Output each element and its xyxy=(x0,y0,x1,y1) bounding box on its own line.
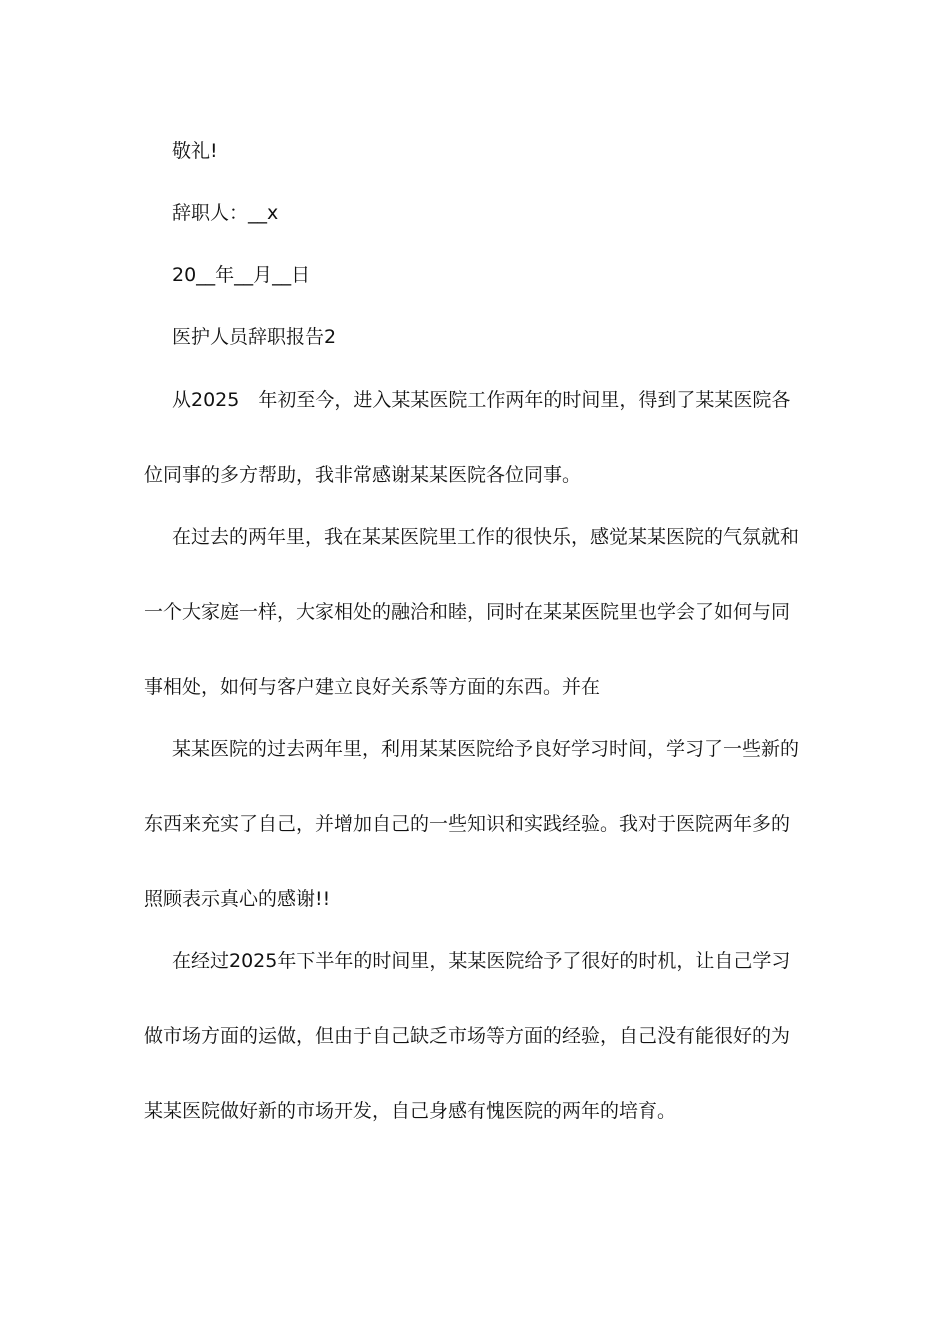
paragraph-line: 位同事的多方帮助，我非常感谢某某医院各位同事。 xyxy=(144,464,582,486)
paragraph-line: 照顾表示真心的感谢!! xyxy=(144,888,331,910)
paragraph-line: 某某医院做好新的市场开发，自己身感有愧医院的两年的培育。 xyxy=(144,1100,677,1122)
paragraph-line: 某某医院的过去两年里，利用某某医院给予良好学习时间，学习了一些新的 xyxy=(172,738,800,760)
paragraph-line: 东西来充实了自己，并增加自己的一些知识和实践经验。我对于医院两年多的 xyxy=(144,813,791,835)
signature-line: 辞职人：__x xyxy=(172,202,279,224)
report-title: 医护人员辞职报告2 xyxy=(172,326,337,348)
paragraph-line: 一个大家庭一样，大家相处的融洽和睦，同时在某某医院里也学会了如何与同 xyxy=(144,601,791,623)
paragraph-line: 从2025 年初至今，进入某某医院工作两年的时间里，得到了某某医院各 xyxy=(172,389,791,411)
closing-salutation: 敬礼! xyxy=(172,140,218,162)
paragraph-line: 在经过2025年下半年的时间里，某某医院给予了很好的时机，让自己学习 xyxy=(172,950,791,972)
paragraph-line: 做市场方面的运做，但由于自己缺乏市场等方面的经验，自己没有能很好的为 xyxy=(144,1025,791,1047)
date-line: 20__年__月__日 xyxy=(172,264,311,286)
paragraph-line: 在过去的两年里，我在某某医院里工作的很快乐，感觉某某医院的气氛就和 xyxy=(172,526,800,548)
paragraph-line: 事相处，如何与客户建立良好关系等方面的东西。并在 xyxy=(144,676,601,698)
